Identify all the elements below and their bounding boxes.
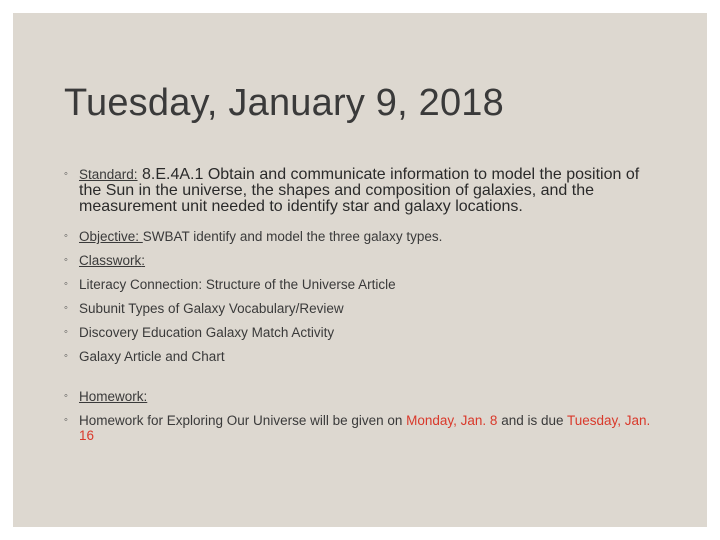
classwork-label: Classwork (79, 253, 142, 268)
classwork-suffix: : (141, 253, 146, 268)
bullet-list (64, 167, 664, 443)
classwork-item: ◦ Galaxy Article and Chart (64, 349, 664, 364)
homework-date-given: Monday, Jan. 8 (406, 413, 498, 428)
classwork-item: ◦ Subunit Types of Galaxy Vocabulary/Review (64, 301, 664, 316)
homework-date-due: Tuesday, Jan. 16 (79, 413, 651, 443)
classwork-item: ◦ Discovery Education Galaxy Match Activity (64, 325, 664, 340)
homework-label: Homework: (79, 389, 148, 404)
slide-title: Tuesday, January 9, 2018 (64, 82, 504, 124)
slide (13, 13, 707, 527)
objective-text: SWBAT identify and model the three galaxy types. (142, 229, 443, 244)
standard-text: 8.E.4A.1 Obtain and communicate information to model the position of the Sun in the universe, the shapes and composition of galaxies, and the measurement unit needed to identify star and galaxy locations. (79, 166, 640, 215)
homework-text-1: Homework for Exploring Our Universe will be given on (79, 413, 407, 428)
homework-text-2: and is due (497, 413, 568, 428)
standard-label: Standard: (79, 167, 138, 182)
classwork-item: ◦ Literacy Connection: Structure of the Universe Article (64, 277, 664, 292)
bullet-objective (64, 229, 664, 244)
bullet-homework (64, 389, 664, 404)
homework-detail (64, 413, 664, 443)
objective-label: Objective: (79, 229, 143, 244)
bullet-classwork (64, 253, 664, 268)
bullet-standard (64, 167, 664, 215)
